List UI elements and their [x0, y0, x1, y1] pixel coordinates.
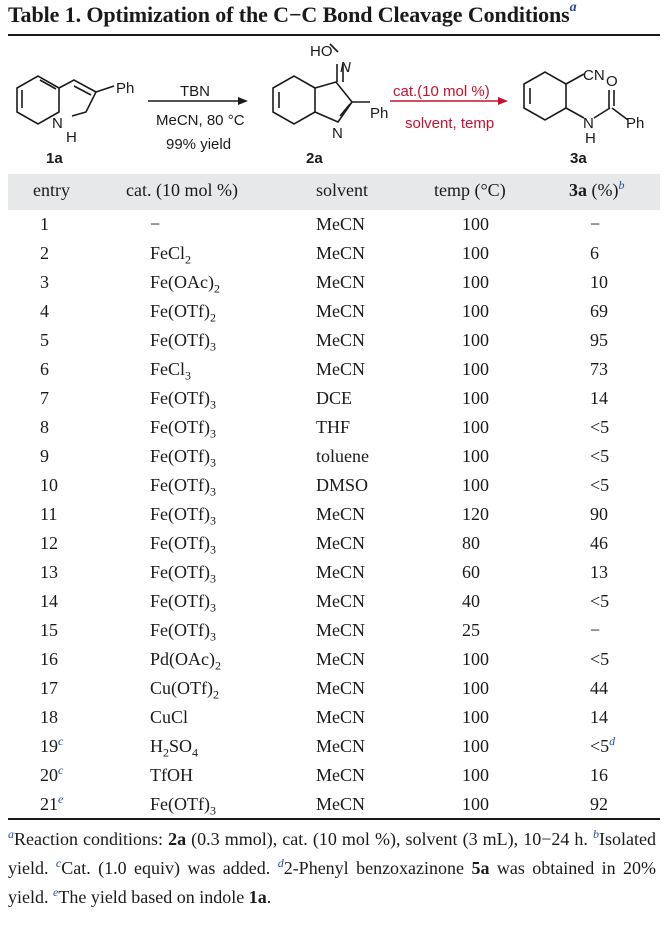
cell-yield: 46	[590, 533, 608, 553]
cell-temp: 100	[462, 475, 489, 495]
step1-reagent: TBN	[180, 83, 210, 100]
cell-temp: 100	[462, 417, 489, 437]
cell-solvent: MeCN	[316, 591, 365, 611]
compound-1a-structure	[17, 76, 114, 124]
footnote-marker: e	[53, 885, 59, 899]
cell-catalyst: $Fe(OTf)_3$	[150, 417, 216, 441]
cell-temp: 60	[462, 562, 480, 582]
cell-catalyst: $Fe(OAc)_2$	[150, 272, 220, 296]
cell-entry: 13	[40, 562, 58, 582]
cell-entry: 12	[40, 533, 58, 553]
step1-conditions: MeCN, 80 °C	[156, 112, 245, 129]
cell-catalyst: $Fe(OTf)_3$	[150, 504, 216, 528]
header-entry: entry	[33, 180, 70, 200]
cell-yield: <5	[590, 475, 610, 495]
cell-entry: 18	[40, 707, 58, 727]
cell-entry: 16	[40, 649, 58, 669]
table-row	[0, 591, 668, 620]
cell-temp: 120	[462, 504, 489, 524]
1a-h-label: H	[66, 129, 77, 146]
cell-solvent: toluene	[316, 446, 369, 466]
cell-yield: <5	[590, 591, 610, 611]
cell-catalyst: $Fe(OTf)_3$	[150, 533, 216, 557]
cell-catalyst: $Pd(OAc)_2$	[150, 649, 221, 673]
cell-yield: <5$^d$	[590, 734, 616, 756]
cell-catalyst: $Fe(OTf)_3$	[150, 388, 216, 412]
cell-yield: 6	[590, 243, 599, 263]
cell-yield: 14	[590, 707, 608, 727]
cell-catalyst: $Cu(OTf)_2$	[150, 678, 219, 702]
cell-temp: 100	[462, 330, 489, 350]
step1-yield: 99% yield	[166, 136, 232, 153]
1a-label: 1a	[46, 150, 63, 167]
cell-yield: 95	[590, 330, 608, 350]
footnote-marker: c	[55, 856, 62, 870]
cell-temp: 40	[462, 591, 480, 611]
cell-temp: 100	[462, 446, 489, 466]
table-row	[0, 504, 668, 533]
cell-temp: 100	[462, 707, 489, 727]
table-row	[0, 620, 668, 649]
cell-solvent: MeCN	[316, 243, 365, 263]
cell-entry: 5	[40, 330, 49, 350]
cell-temp: 100	[462, 272, 489, 292]
2a-ph-label: Ph	[370, 105, 389, 122]
cell-temp: 100	[462, 243, 489, 263]
cell-entry: 10	[40, 475, 58, 495]
cell-entry: 15	[40, 620, 58, 640]
cell-catalyst: $Fe(OTf)_3$	[150, 562, 216, 586]
cell-solvent: DCE	[316, 388, 352, 408]
header-solvent: solvent	[316, 180, 368, 200]
cell-entry: 3	[40, 272, 49, 292]
cell-yield: <5	[590, 649, 610, 669]
cell-catalyst: $Fe(OTf)_3$	[150, 591, 216, 615]
table-row	[0, 736, 668, 765]
2a-ring-n-label: N	[332, 125, 343, 142]
cell-yield: 16	[590, 765, 608, 785]
cell-catalyst: −	[150, 214, 161, 234]
table-row	[0, 272, 668, 301]
1a-ph-label: Ph	[116, 80, 135, 97]
table-row	[0, 649, 668, 678]
table-row	[0, 417, 668, 446]
3a-o-label: O	[606, 73, 618, 90]
cell-entry: 2	[40, 243, 49, 263]
cell-temp: 25	[462, 620, 480, 640]
cell-solvent: DMSO	[316, 475, 369, 495]
cell-yield: 13	[590, 562, 608, 582]
cell-catalyst: $Fe(OTf)_3$	[150, 330, 216, 354]
cell-yield: 73	[590, 359, 608, 379]
header-cat: cat. (10 mol %)	[126, 180, 238, 200]
table-row	[0, 388, 668, 417]
cell-yield: <5	[590, 417, 610, 437]
table-row	[0, 765, 668, 794]
cell-entry: 14	[40, 591, 58, 611]
cell-temp: 100	[462, 388, 489, 408]
cell-solvent: MeCN	[316, 533, 365, 553]
cell-entry: 8	[40, 417, 49, 437]
footnote-marker: b	[593, 827, 599, 841]
cell-solvent: MeCN	[316, 707, 365, 727]
3a-h-label: H	[585, 130, 596, 147]
2a-oxime-n-label: N	[340, 59, 351, 76]
cell-temp: 100	[462, 649, 489, 669]
table-row	[0, 707, 668, 736]
table-row	[0, 359, 668, 388]
cell-entry: 11	[40, 504, 58, 524]
cell-yield: <5	[590, 446, 610, 466]
cell-catalyst: CuCl	[150, 707, 189, 727]
header-yield-unit: (%)	[587, 180, 619, 200]
cell-yield: 14	[590, 388, 608, 408]
cell-catalyst: $Fe(OTf)_2$	[150, 301, 216, 325]
reaction-scheme	[0, 30, 668, 170]
cell-catalyst: TfOH	[150, 765, 193, 785]
step2-conditions: solvent, temp	[405, 115, 495, 132]
2a-label: 2a	[306, 150, 323, 167]
cell-entry: 17	[40, 678, 58, 698]
3a-label: 3a	[570, 150, 587, 167]
table-row	[0, 301, 668, 330]
cell-yield: 90	[590, 504, 608, 524]
cell-temp: 100	[462, 214, 489, 234]
cell-solvent: MeCN	[316, 620, 365, 640]
cell-solvent: MeCN	[316, 794, 365, 814]
cell-yield: −	[590, 214, 601, 234]
cell-entry: 6	[40, 359, 49, 379]
cell-solvent: MeCN	[316, 765, 365, 785]
cell-solvent: MeCN	[316, 301, 365, 321]
cell-entry: 19$^c$	[40, 734, 64, 756]
cell-temp: 100	[462, 765, 489, 785]
cell-solvent: MeCN	[316, 562, 365, 582]
table-row	[0, 562, 668, 591]
cell-entry: 9	[40, 446, 49, 466]
table-row	[0, 678, 668, 707]
cell-temp: 100	[462, 359, 489, 379]
cell-catalyst: FeCl$_3$	[150, 359, 192, 383]
cell-yield: −	[590, 620, 601, 640]
cell-temp: 80	[462, 533, 480, 553]
cell-solvent: THF	[316, 417, 351, 437]
table-title-text: Table 1. Optimization of the C−C Bond Cleavage Conditions	[8, 2, 570, 27]
header-yield-compound: 3a	[569, 180, 587, 200]
cell-entry: 20$^c$	[40, 763, 64, 785]
cell-yield: 92	[590, 794, 608, 814]
cell-entry: 1	[40, 214, 49, 234]
cell-solvent: MeCN	[316, 504, 365, 524]
header-temp: temp (°C)	[434, 180, 506, 200]
cell-solvent: MeCN	[316, 678, 365, 698]
cell-temp: 100	[462, 794, 489, 814]
cell-entry: 4	[40, 301, 49, 321]
cell-catalyst: FeCl$_2$	[150, 243, 192, 267]
footnote-marker: a	[8, 827, 14, 841]
table-row	[0, 214, 668, 243]
cell-yield: 10	[590, 272, 608, 292]
table-row	[0, 330, 668, 359]
cell-solvent: MeCN	[316, 330, 365, 350]
step2-reagent: cat.(10 mol %)	[393, 83, 490, 100]
2a-ho-label: HO	[310, 43, 333, 60]
cell-catalyst: $H_2SO_4$	[150, 736, 199, 760]
cell-entry: 21e	[40, 792, 64, 814]
cell-catalyst: $Fe(OTf)_3$	[150, 620, 216, 644]
3a-n-label: N	[583, 115, 594, 132]
cell-solvent: MeCN	[316, 649, 365, 669]
cell-temp: 100	[462, 301, 489, 321]
3a-cn-label: CN	[583, 67, 605, 84]
table-row	[0, 533, 668, 562]
cell-yield: 69	[590, 301, 608, 321]
cell-temp: 100	[462, 736, 489, 756]
table-row	[0, 446, 668, 475]
table-footnotes: $^a$Reaction conditions: 2a (0.3 mmol), cat. (10 mol %), solvent (3 mL), 10−24 h. $^b$Isolated yield. $^c$Cat. (1.0 equiv) was added. $^d$2-Phenyl benzoxazinone 5a was obtained in 20% yield. $^e$The yield based on indole 1a.	[8, 827, 657, 907]
table-row	[0, 243, 668, 272]
header-yield-marker: b	[618, 178, 625, 192]
table-row	[0, 475, 668, 504]
table-title	[8, 2, 576, 28]
1a-n-label: N	[52, 115, 63, 132]
cell-solvent: MeCN	[316, 359, 365, 379]
cell-solvent: MeCN	[316, 272, 365, 292]
cell-catalyst: $Fe(OTf)_3$	[150, 446, 216, 470]
cell-entry: 7	[40, 388, 49, 408]
cell-catalyst: $Fe(OTf)_3$	[150, 794, 216, 818]
header-yield	[569, 180, 624, 201]
title-footnote-marker: a	[569, 0, 577, 15]
bottom-rule	[8, 818, 660, 820]
3a-ph-label: Ph	[626, 115, 645, 132]
cell-solvent: MeCN	[316, 214, 365, 234]
cell-temp: 100	[462, 678, 489, 698]
cell-yield: 44	[590, 678, 608, 698]
footnote-marker: d	[277, 856, 284, 870]
cell-solvent: MeCN	[316, 736, 365, 756]
cell-catalyst: $Fe(OTf)_3$	[150, 475, 216, 499]
